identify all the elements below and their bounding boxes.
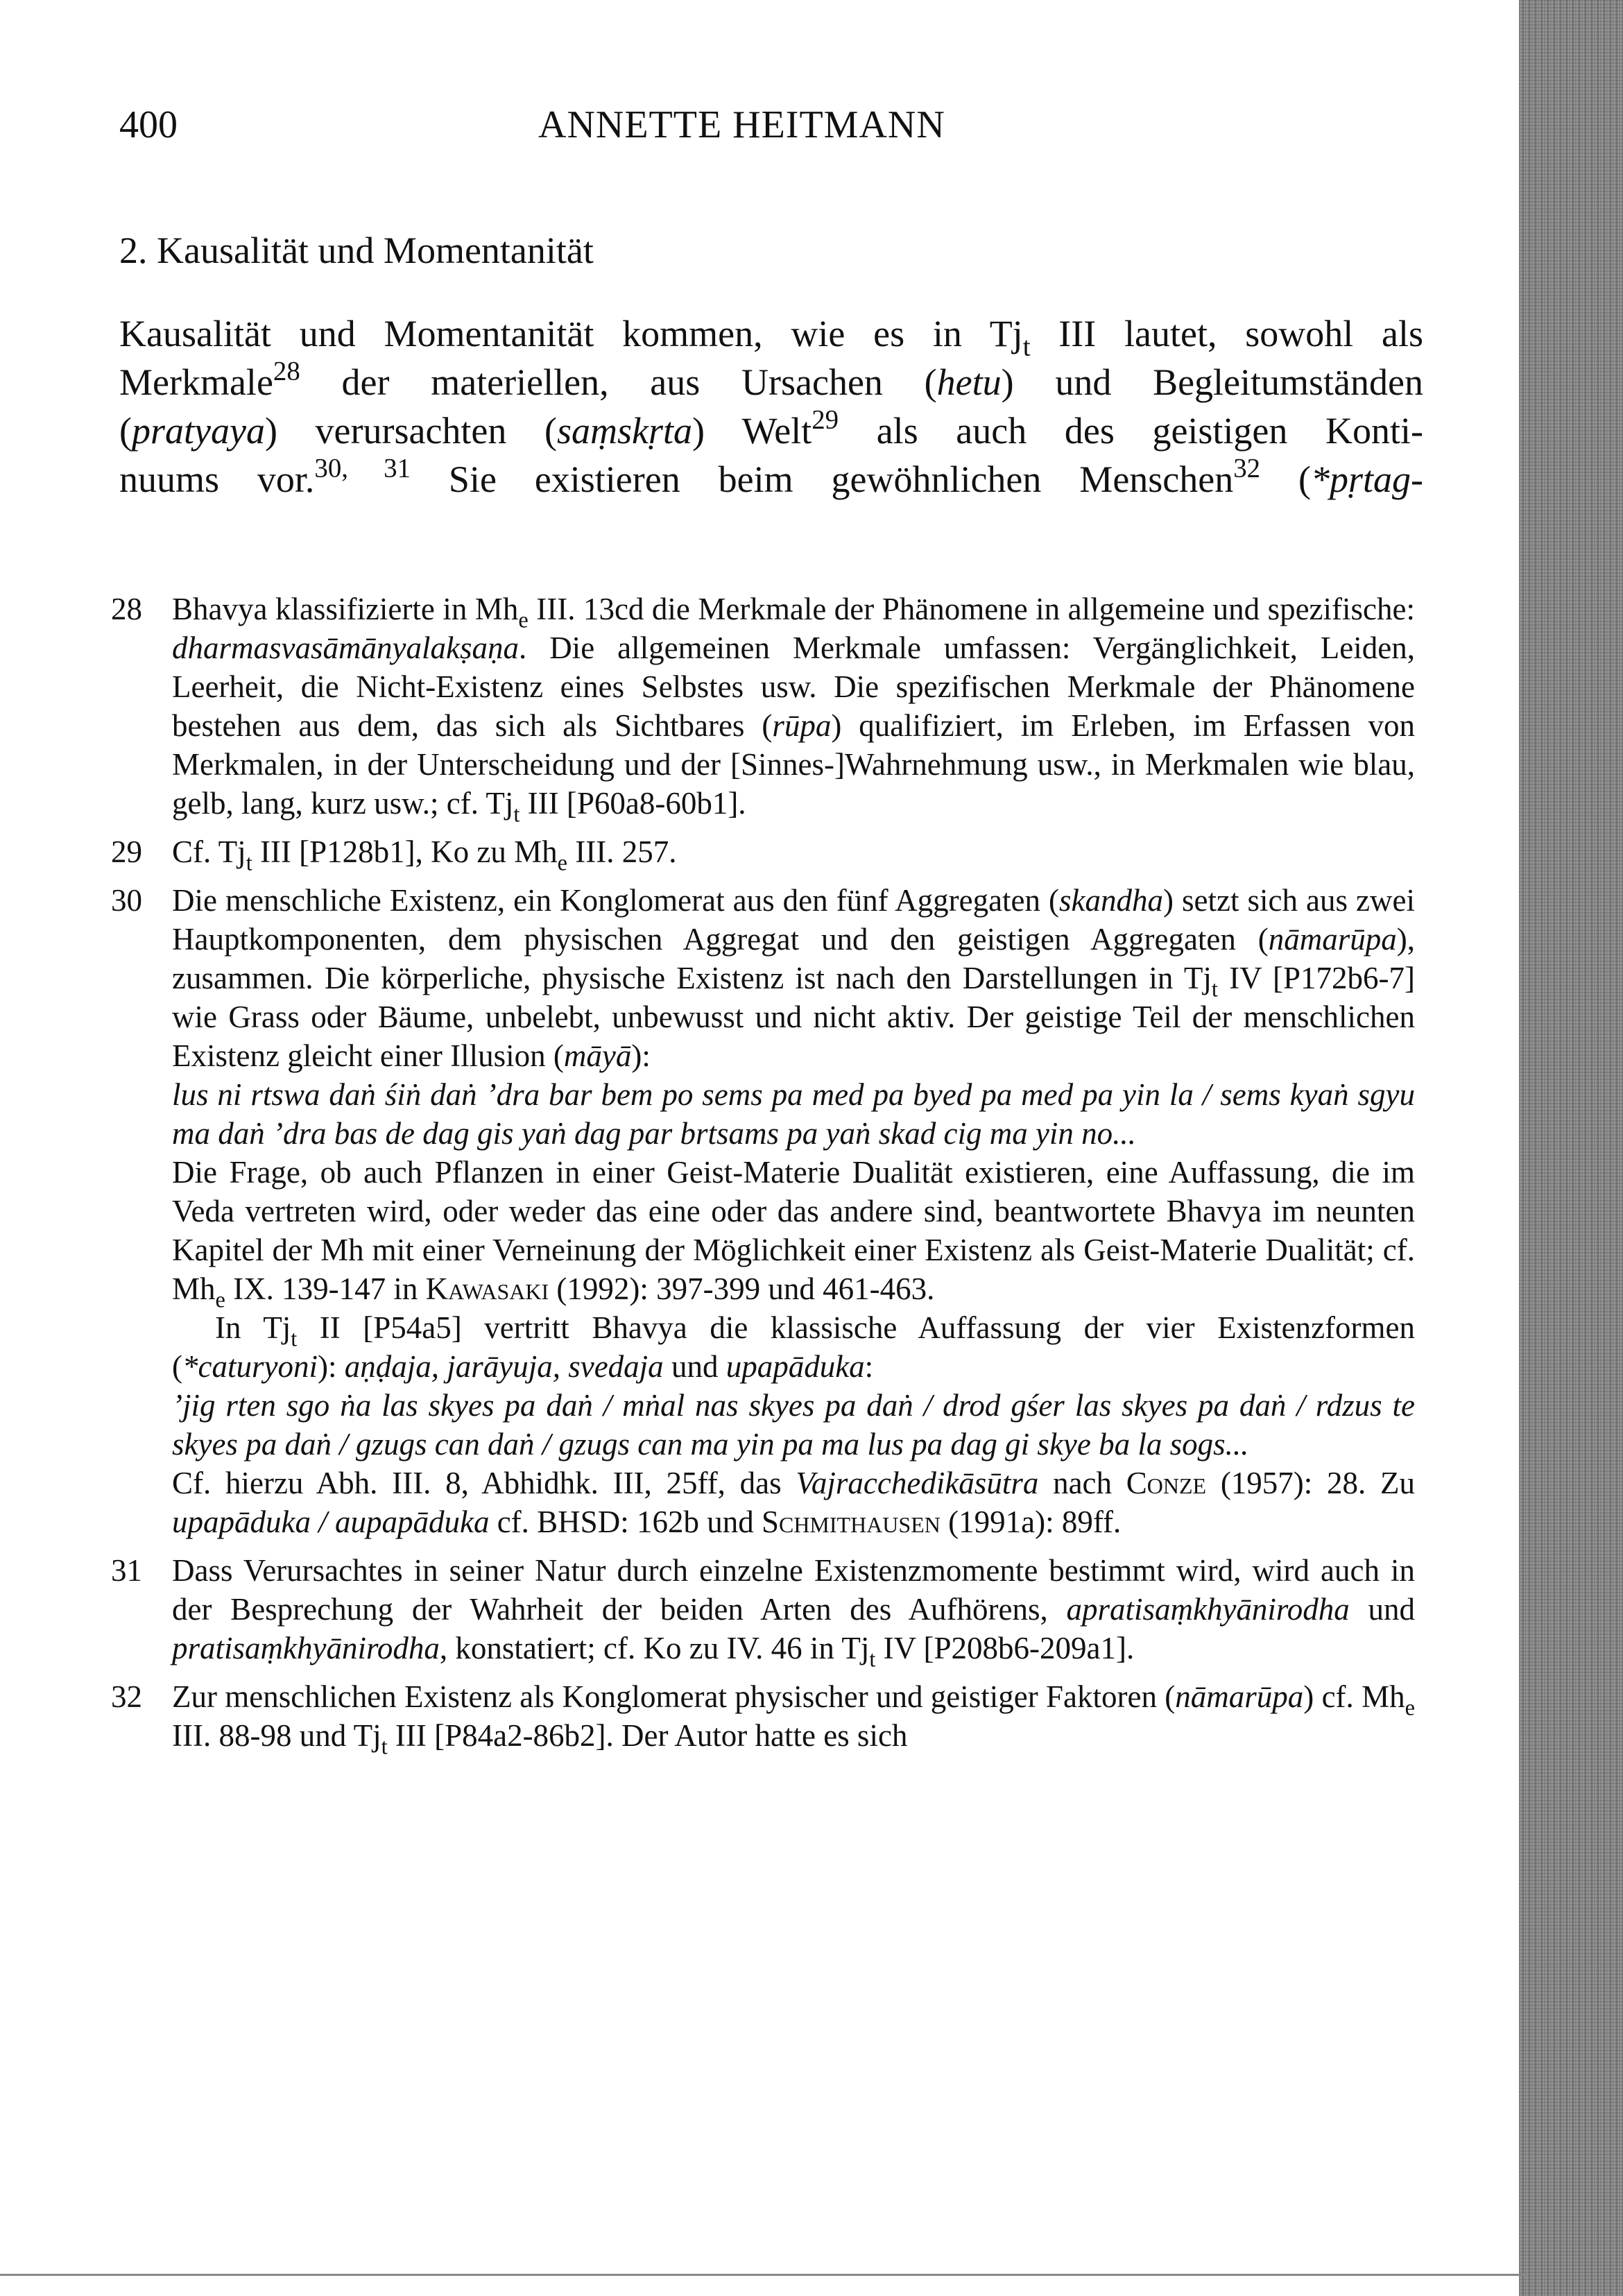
- page-header: [119, 103, 1437, 151]
- page-number: 400: [119, 103, 178, 146]
- footnote-number: 29: [111, 834, 142, 869]
- body-text: [119, 309, 1423, 504]
- footnote-number: 31: [111, 1553, 142, 1588]
- footnote-text: Zur menschlichen Existenz als Konglomerat physischer und geistiger Faktoren (nāmarūpa) cf. $Mh_e$ III. 88-98 und $Tj_t$ III [P84a2-86b2]. Der Autor hatte es sich: [172, 1679, 1415, 1760]
- footnote-28: [111, 590, 1416, 828]
- footnote-30: [111, 881, 1415, 1541]
- footnote-text: Die Frage, ob auch Pflanzen in einer Geist-Materie Dualität existieren, eine Auffassung, die im Veda vertreten wird, oder weder das eine oder das andere sind, beantwortete Bhavya im neunten Kapitel der Mh mit einer Verneinung der Möglichkeit einer Existenz als Geist-Materie Dualität; cf. $Mh_e$ IX. 139-147 in Kawasaki (1992): 397-399 und 461-463.: [172, 1155, 1415, 1313]
- footnote-number: 30: [111, 883, 142, 918]
- body-line-1: Kausalität und Momentanität kommen, wie es in $Tj_t$ III lautet, sowohl als: [119, 313, 1423, 362]
- footnotes: [111, 590, 1415, 1765]
- tibetan-quote: lus ni rtswa daṅ śiṅ daṅ ’dra bar bem po sems pa med pa byed pa med pa yin la / sems kyaṅ sgyu ma daṅ ’dra bas de dag gis yaṅ dag par brtsams pa yaṅ skad cig ma yin no...: [172, 1077, 1415, 1151]
- footnote-text: Cf. hierzu Abh. III. 8, Abhidhk. III, 25ff, das Vajracchedikāsūtra nach Conze (1957): 28. Zu upapāduka / aupapāduka cf. BHSD: 162b und Schmithausen (1991a): 89ff.: [172, 1466, 1415, 1539]
- body-line-3: (pratyaya) verursachten (saṃskṛta) Welt$^{29}$ als auch des geistigen Konti-: [119, 404, 1423, 452]
- footnote-text: In $Tj_t$ II [P54a5] vertritt Bhavya die klassische Auffassung der vier Existenzformen (*caturyoni): aṇḍaja, jarāyuja, svedaja und upapāduka:: [172, 1310, 1415, 1384]
- footnote-number: 28: [111, 592, 142, 626]
- section-title: 2. Kausalität und Momentanität: [119, 230, 594, 271]
- footnote-text: Bhavya klassifizierte in $Mh_e$ III. 13cd die Merkmale der Phänomene in allgemeine und spezifische: dharmasvasāmānyalakṣaṇa. Die allgemeinen Merkmale umfassen: Vergänglichkeit, Leiden, Leerheit, die Nicht-Existenz eines Selbstes usw. Die spezifischen Merkmale der Phänomene bestehen aus dem, das sich als Sichtbares (rūpa) qualifiziert, im Erleben, im Erfassen von Merkmalen, in der Unterscheidung und der [Sinnes-]Wahrnehmung usw., in Merkmalen wie blau, gelb, lang, kurz usw.; cf. $Tj_t$ III [P60a8-60b1].: [172, 592, 1416, 828]
- body-line-4: nuums vor.$^{30, 31}$ Sie existieren beim gewöhnlichen Menschen$^{32}$ (*pṛtag-: [119, 453, 1423, 500]
- body-line-2: Merkmale$^{28}$ der materiellen, aus Ursachen (hetu) und Begleitumständen: [119, 356, 1423, 403]
- scan-edge: [1519, 0, 1623, 2296]
- footnote-31: [111, 1551, 1416, 1672]
- tibetan-quote: ’jig rten sgo ṅa las skyes pa daṅ / mṅal nas skyes pa daṅ / drod gśer las skyes pa daṅ / rdzus te skyes pa daṅ / gzugs can daṅ / gzugs can ma yin pa ma lus pa dag gi skye ba la sogs...: [172, 1388, 1415, 1462]
- running-head: ANNETTE HEITMANN: [538, 103, 945, 146]
- footnote-29: [111, 832, 1415, 876]
- footnote-text: Dass Verursachtes in seiner Natur durch einzelne Existenzmomente bestimmt wird, wird auch in der Besprechung der Wahrheit der beiden Arten des Aufhörens, apratisaṃkhyānirodha und pratisaṃkhyānirodha, konstatiert; cf. Ko zu IV. 46 in $Tj_t$ IV [P208b6-209a1].: [172, 1553, 1416, 1672]
- footnote-text: Die menschliche Existenz, ein Konglomerat aus den fünf Aggregaten (skandha) setzt sich aus zwei Hauptkomponenten, dem physischen Aggregat und den geistigen Aggregaten (nāmarūpa), zusammen. Die körperliche, physische Existenz ist nach den Darstellungen in $Tj_t$ IV [P172b6-7] wie Grass oder Bäume, unbelebt, unbewusst und nicht aktiv. Der geistige Teil der menschlichen Existenz gleicht einer Illusion (māyā):: [172, 883, 1415, 1073]
- footnote-number: 32: [111, 1679, 142, 1714]
- footnote-text: Cf. $Tj_t$ III [P128b1], Ko zu $Mh_e$ III. 257.: [172, 834, 677, 876]
- bottom-rule: [0, 2274, 1526, 2276]
- footnote-32: [111, 1677, 1415, 1760]
